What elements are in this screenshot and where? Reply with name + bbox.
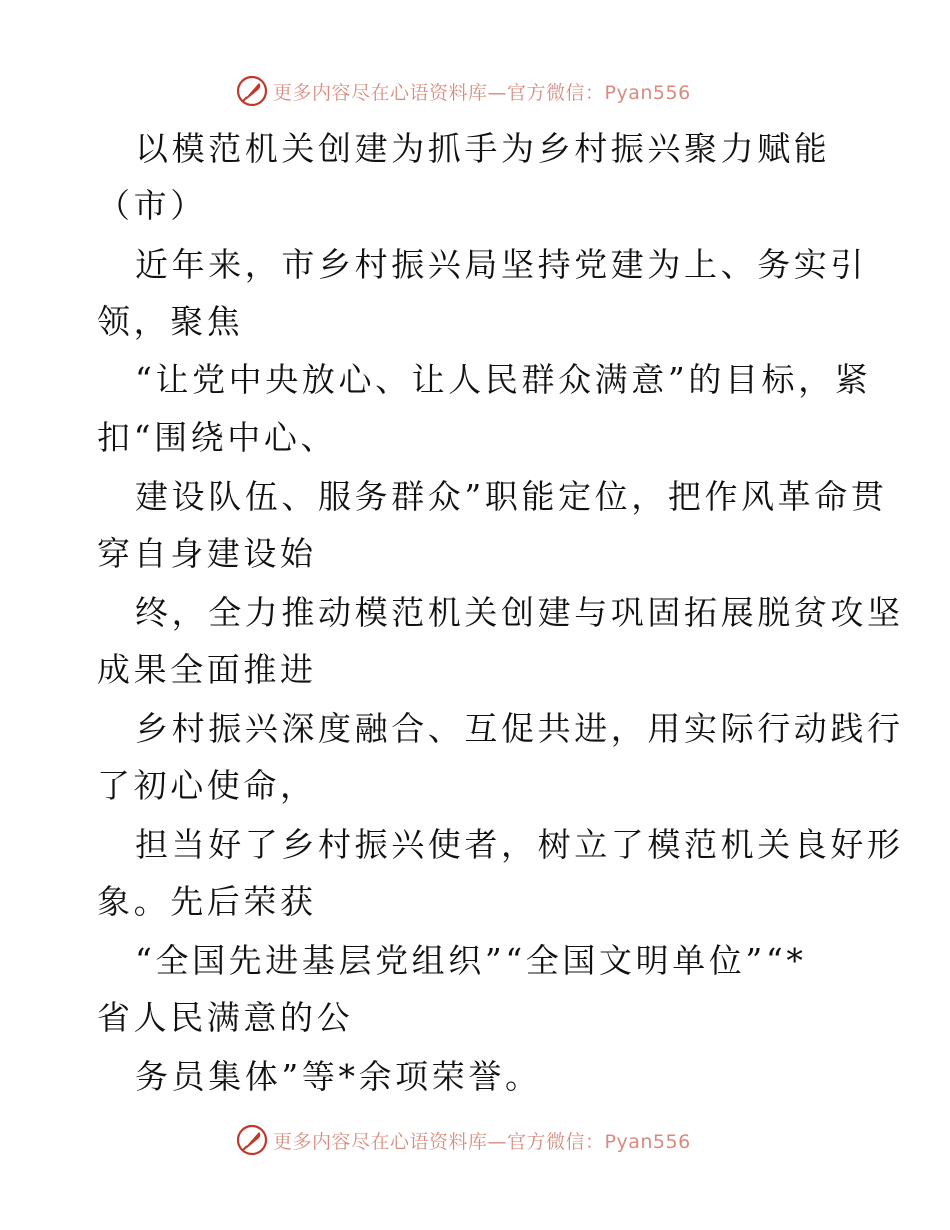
paragraph-line: 建设队伍、服务群众”职能定位，把作风革命贯 <box>135 477 888 516</box>
paragraph-line: “全国先进基层党组织”“全国文明单位”“* <box>135 941 807 980</box>
paragraph-line: 务员集体”等*余项荣誉。 <box>135 1057 542 1096</box>
paragraph-line: 穿自身建设始 <box>97 534 317 573</box>
paragraph-line: 了初心使命， <box>97 766 317 805</box>
paragraph-line: 担当好了乡村振兴使者，树立了模范机关良好形 <box>135 825 904 864</box>
paragraph-line: “让党中央放心、让人民群众满意”的目标，紧 <box>135 360 872 399</box>
quill-logo-icon <box>235 1123 269 1157</box>
paragraph-line: 领，聚焦 <box>97 302 244 341</box>
watermark-text: 更多内容尽在心语资料库—官方微信：Pyan556 <box>273 81 691 104</box>
document-subtitle: （市） <box>97 186 207 225</box>
document-title: 以模范机关创建为抓手为乡村振兴聚力赋能 <box>135 129 831 168</box>
paragraph-line: 近年来，市乡村振兴局坚持党建为上、务实引 <box>135 245 867 284</box>
paragraph-line: 终，全力推动模范机关创建与巩固拓展脱贫攻坚 <box>135 593 904 632</box>
paragraph-line: 省人民满意的公 <box>97 998 354 1037</box>
header-watermark <box>235 73 691 109</box>
paragraph-line: 成果全面推进 <box>97 650 317 689</box>
paragraph-line: 扣“围绕中心、 <box>97 418 338 457</box>
watermark-text: 更多内容尽在心语资料库—官方微信：Pyan556 <box>273 1130 691 1153</box>
quill-logo-icon <box>235 74 269 108</box>
paragraph-line: 乡村振兴深度融合、互促共进，用实际行动践行 <box>135 709 904 748</box>
paragraph-line: 象。先后荣获 <box>97 882 317 921</box>
footer-watermark <box>235 1122 691 1158</box>
